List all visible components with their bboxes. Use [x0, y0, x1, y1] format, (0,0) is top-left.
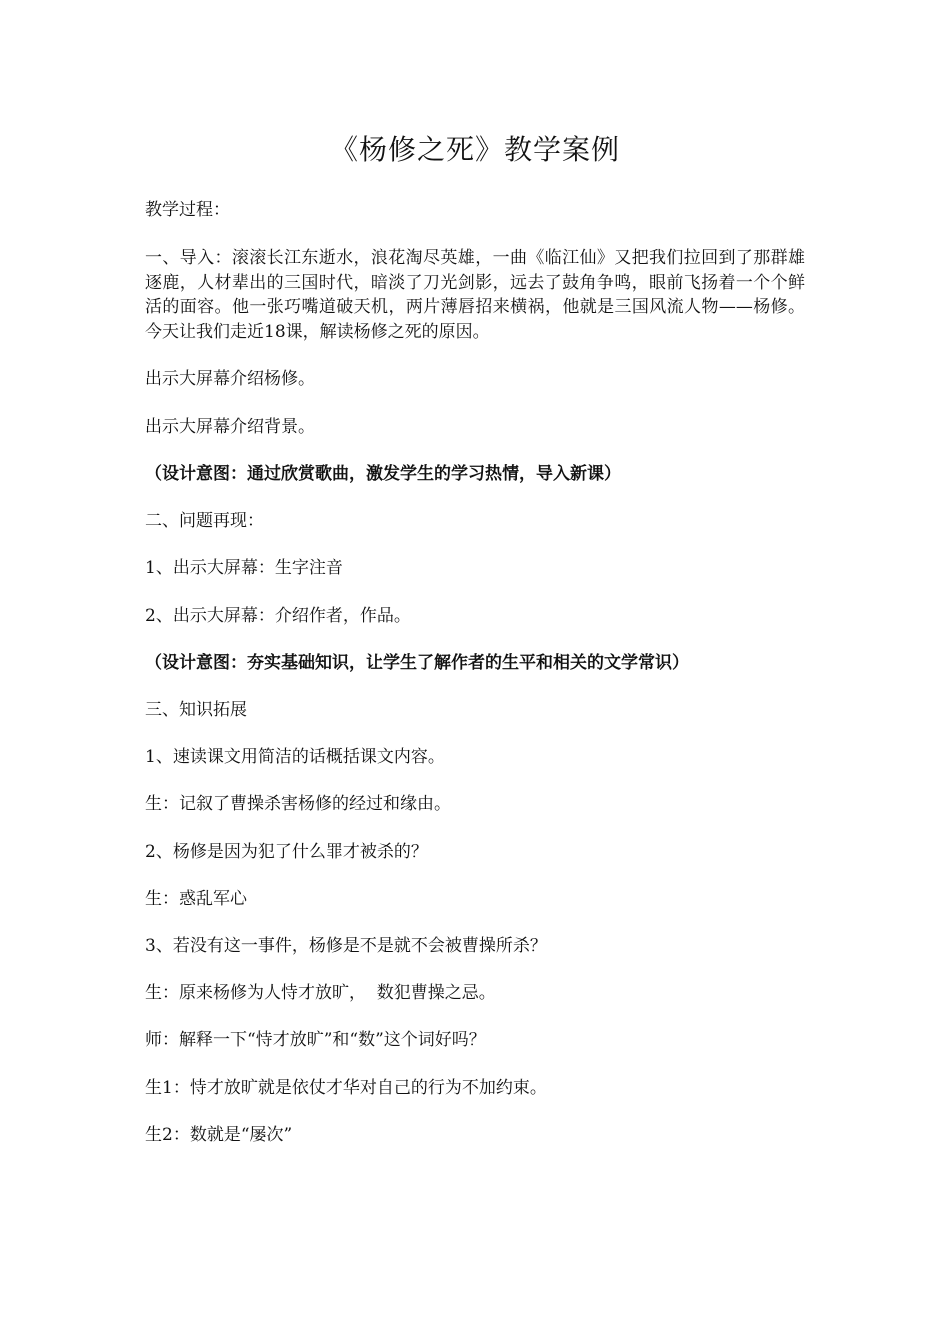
- paragraph-design-intent-1: （设计意图：通过欣赏歌曲，激发学生的学习热情，导入新课）: [145, 464, 621, 484]
- paragraph-section-two: 二、问题再现：: [145, 511, 264, 531]
- paragraph-item-vocab: 1、出示大屏幕：生字注音: [145, 558, 343, 578]
- document-title: 《杨修之死》教学案例: [329, 133, 620, 166]
- paragraph-answer-3: 生：原来杨修为人恃才放旷， 数犯曹操之忌。: [145, 983, 496, 1003]
- paragraph-question-3: 3、若没有这一事件，杨修是不是就不会被曹操所杀？: [145, 936, 547, 956]
- paragraph-show-background: 出示大屏幕介绍背景。: [145, 417, 315, 437]
- paragraph-teacher-question: 师：解释一下“恃才放旷”和“数”这个词好吗？: [145, 1030, 486, 1050]
- paragraph-student-1-answer: 生1：恃才放旷就是依仗才华对自己的行为不加约束。: [145, 1078, 547, 1098]
- paragraph-design-intent-2: （设计意图：夯实基础知识，让学生了解作者的生平和相关的文学常识）: [145, 653, 689, 673]
- paragraph-introduction: 一、导入：滚滚长江东逝水，浪花淘尽英雄，一曲《临江仙》又把我们拉回到了那群雄逐鹿，人材辈出的三国时代，暗淡了刀光剑影，远去了鼓角争鸣，眼前飞扬着一个个鲜活的面容。他一张巧嘴道破天机，两片薄唇招来横祸，他就是三国风流人物——杨修。今天让我们走近18课，解读杨修之死的原因。: [145, 248, 805, 342]
- paragraph-answer-2: 生：惑乱军心: [145, 889, 247, 909]
- paragraph-item-author: 2、出示大屏幕：介绍作者，作品。: [145, 606, 411, 626]
- paragraph-question-1: 1、速读课文用简洁的话概括课文内容。: [145, 747, 445, 767]
- paragraph-answer-1: 生：记叙了曹操杀害杨修的经过和缘由。: [145, 794, 451, 814]
- paragraph-show-yangxiu: 出示大屏幕介绍杨修。: [145, 369, 315, 389]
- paragraph-section-three: 三、知识拓展: [145, 700, 247, 720]
- paragraph-student-2-answer: 生2：数就是“屡次”: [145, 1125, 293, 1145]
- paragraph-question-2: 2、杨修是因为犯了什么罪才被杀的？: [145, 842, 428, 862]
- paragraph-teaching-process: 教学过程：: [145, 200, 230, 220]
